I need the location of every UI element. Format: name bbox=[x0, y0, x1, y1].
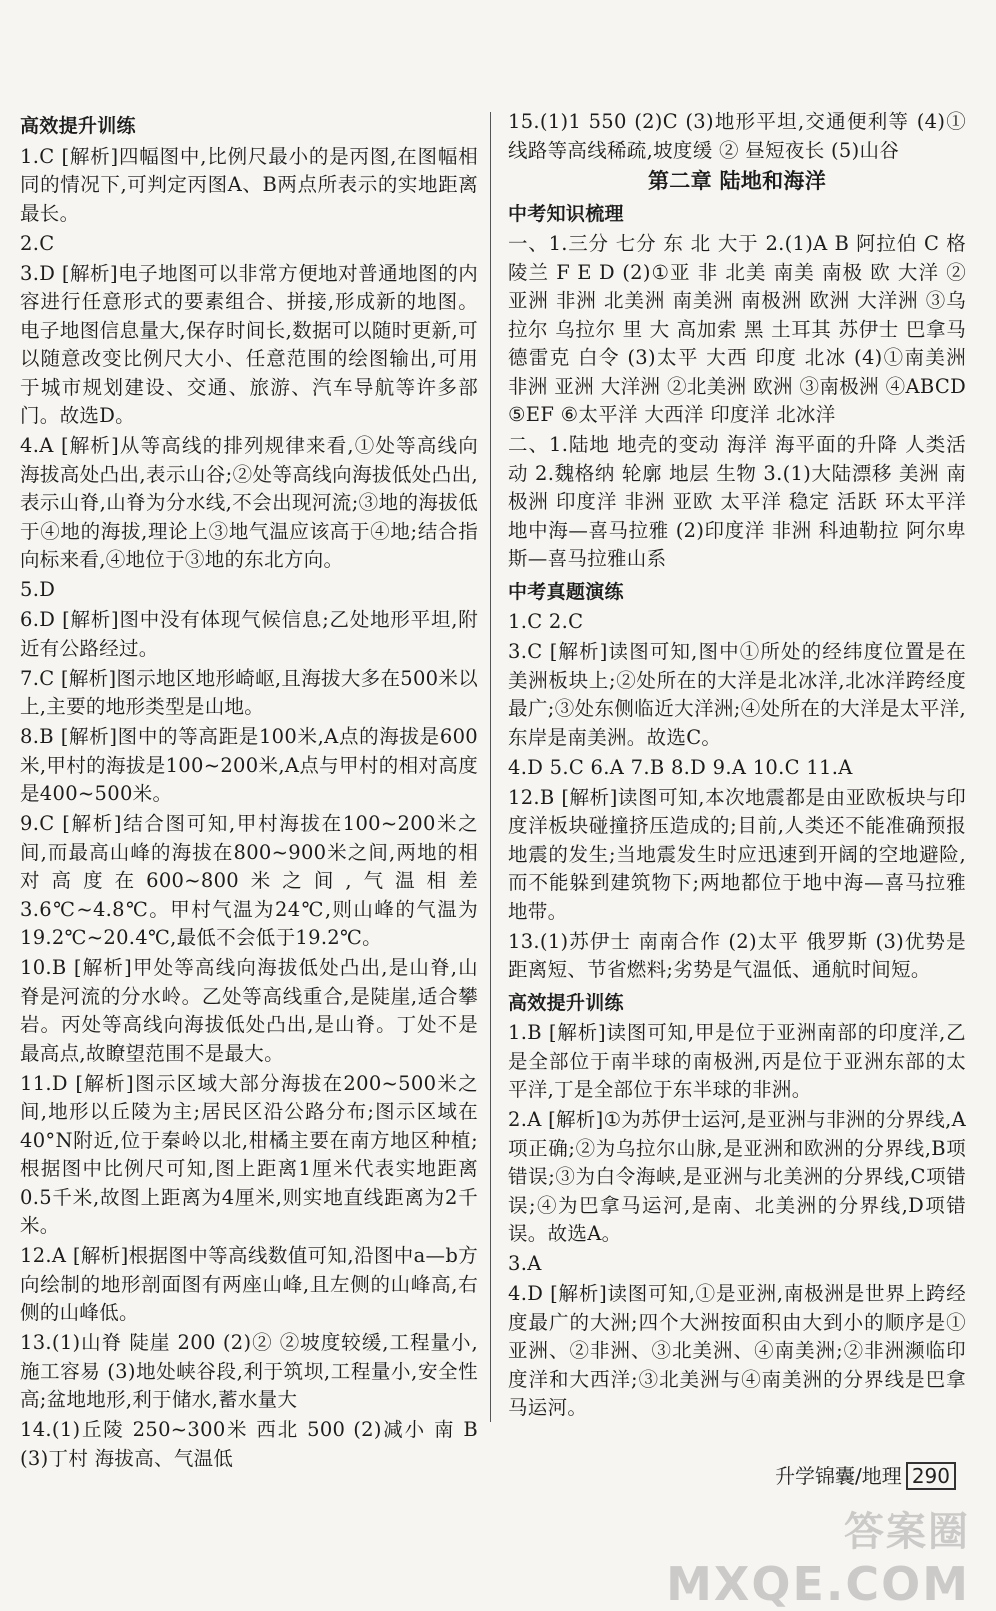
watermark-brand: 答案圈 bbox=[844, 1509, 970, 1555]
answer-item: 2.A [解析]①为苏伊士运河,是亚洲与非洲的分界线,A项正确;②为乌拉尔山脉,是亚洲和欧洲的分界线,B项错误;③为白令海峡,是亚洲与北美洲的分界线,C项错误;④为巴拿马运河,是南、北美洲的分界线,D项错误。故选A。 bbox=[508, 1108, 966, 1245]
left-column bbox=[20, 108, 478, 1475]
answer-item: 10.B [解析]甲处等高线向海拔低处凸出,是山脊,山脊是河流的分水岭。乙处等高线重合,是陡崖,适合攀岩。丙处等高线向海拔低处凸出,是山脊。丁处不是最高点,故瞭望范围不是最大。 bbox=[20, 956, 478, 1065]
answer-item: 8.B [解析]图中的等高距是100米,A点的海拔是600米,甲村的海拔是100~200米,A点与甲村的相对高度是400~500米。 bbox=[20, 725, 478, 805]
page-footer bbox=[775, 1460, 956, 1489]
column-divider bbox=[490, 112, 491, 1422]
answer-item: 15.(1)1 550 (2)C (3)地形平坦,交通便利等 (4)①线路等高线稀疏,坡度缓 ② 昼短夜长 (5)山谷 bbox=[508, 110, 966, 162]
answer-item: 12.A [解析]根据图中等高线数值可知,沿图中a—b方向绘制的地形剖面图有两座山峰,且左侧的山峰高,右侧的山峰低。 bbox=[20, 1244, 478, 1324]
answer-item: 4.D 5.C 6.A 7.B 8.D 9.A 10.C 11.A bbox=[508, 755, 853, 779]
section-heading-exam: 中考真题演练 bbox=[508, 580, 624, 603]
answer-item: 4.A [解析]从等高线的排列规律来看,①处等高线向海拔高处凸出,表示山谷;②处等高线向海拔低处凸出,表示山脊,山脊为分水线,不会出现河流;③地的海拔低于④地的海拔,理论上③地气温应该高于④地;结合指向标来看,④地位于③地的东北方向。 bbox=[20, 434, 478, 571]
answer-item: 二、1.陆地 地壳的变动 海洋 海平面的升降 人类活动 2.魏格纳 轮廓 地层 生物 3.(1)大陆漂移 美洲 南极洲 印度洋 非洲 亚欧 太平洋 稳定 活跃 环太平洋 地中海—喜马拉雅 (2)印度洋 非洲 科迪勒拉 阿尔卑斯—喜马拉雅山系 bbox=[508, 433, 966, 570]
watermark-url: MXQE.COM bbox=[666, 1557, 970, 1611]
answer-item: 2.C bbox=[20, 231, 55, 255]
chapter-title: 第二章 陆地和海洋 bbox=[647, 169, 826, 193]
page-number: 290 bbox=[906, 1462, 956, 1490]
answer-item: 一、1.三分 七分 东 北 大于 2.(1)A B 阿拉伯 C 格陵兰 F E D (2)①亚 非 北美 南美 南极 欧 大洋 ②亚洲 非洲 北美洲 南美洲 南极洲 欧洲 大洋洲 ③乌拉尔 乌拉尔 里 大 高加索 黑 土耳其 苏伊士 巴拿马 德雷克 白令 (3)太平 大西 印度 北冰 (4)①南美洲 非洲 亚洲 大洋洲 ②北美洲 欧洲 ③南极洲 ④ABCD ⑤EF ⑥太平洋 大西洋 印度洋 北冰洋 bbox=[508, 232, 966, 426]
answer-item: 4.D [解析]读图可知,①是亚洲,南极洲是世界上跨经度最广的大洲;四个大洲按面积由大到小的顺序是①亚洲、②非洲、③北美洲、④南美洲;②非洲濒临印度洋和大西洋;③北美洲与④南美洲的分界线是巴拿马运河。 bbox=[508, 1282, 966, 1419]
answer-item: 1.C [解析]四幅图中,比例尺最小的是丙图,在图幅相同的情况下,可判定丙图A、B两点所表示的实地距离最长。 bbox=[20, 144, 478, 225]
answer-item: 6.D [解析]图中没有体现气候信息;乙处地形平坦,附近有公路经过。 bbox=[20, 608, 478, 660]
section-heading-training: 高效提升训练 bbox=[508, 991, 624, 1014]
answer-item: 3.A bbox=[508, 1252, 542, 1275]
answer-item: 11.D [解析]图示区域大部分海拔在200~500米之间,地形以丘陵为主;居民区沿公路分布;图示区域在40°N附近,位于秦岭以北,柑橘主要在南方地区种植;根据图中比例尺可知,图上距离1厘米代表实地距离0.5千米,故图上距离为4厘米,则实地直线距离为2千米。 bbox=[20, 1071, 478, 1237]
answer-item: 1.B [解析]读图可知,甲是位于亚洲南部的印度洋,乙是全部位于南半球的南极洲,丙是位于亚洲东部的太平洋,丁是全部位于东半球的非洲。 bbox=[508, 1021, 966, 1101]
answer-item: 5.D bbox=[20, 578, 56, 601]
answer-item: 13.(1)苏伊士 南南合作 (2)太平 俄罗斯 (3)优势是距离短、节省燃料;劣势是气温低、通航时间短。 bbox=[508, 929, 966, 981]
answer-item: 9.C [解析]结合图可知,甲村海拔在100~200米之间,而最高山峰的海拔在800~900米之间,两地的相对高度在600~800米之间,气温相差3.6℃~4.8℃。甲村气温为24℃,则山峰的气温为19.2℃~20.4℃,最低不会低于19.2℃。 bbox=[20, 812, 478, 949]
answer-item: 14.(1)丘陵 250~300米 西北 500 (2)减小 南 B (3)丁村 海拔高、气温低 bbox=[20, 1418, 478, 1470]
section-heading-knowledge: 中考知识梳理 bbox=[508, 202, 624, 225]
answer-item: 3.C [解析]读图可知,图中①所处的经纬度位置是在美洲板块上;②处所在的大洋是北冰洋,北冰洋跨经度最广;③处东侧临近大洋洲;④处所在的大洋是太平洋,东岸是南美洲。故选C。 bbox=[508, 640, 966, 749]
section-heading-left: 高效提升训练 bbox=[20, 115, 136, 137]
answer-item: 1.C 2.C bbox=[508, 610, 584, 633]
watermark-logo bbox=[666, 1500, 970, 1611]
answer-item: 13.(1)山脊 陡崖 200 (2)② ②坡度较缓,工程量小,施工容易 (3)地处峡谷段,利于筑坝,工程量小,安全性高;盆地地形,利于储水,蓄水量大 bbox=[20, 1331, 478, 1411]
answer-item: 3.D [解析]电子地图可以非常方便地对普通地图的内容进行任意形式的要素组合、拼接,形成新的地图。电子地图信息量大,保存时间长,数据可以随时更新,可以随意改变比例尺大小、任意范围的绘图输出,可用于城市规划建设、交通、旅游、汽车导航等许多部门。故选D。 bbox=[20, 261, 478, 427]
right-column bbox=[508, 108, 966, 1424]
footer-label: 升学锦囊/地理 bbox=[775, 1464, 902, 1488]
answer-item: 7.C [解析]图示地区地形崎岖,且海拔大多在500米以上,主要的地形类型是山地。 bbox=[20, 666, 478, 718]
answer-item: 12.B [解析]读图可知,本次地震都是由亚欧板块与印度洋板块碰撞挤压造成的;目前,人类还不能准确预报地震的发生;当地震发生时应迅速到开阔的空地避险,而不能躲到建筑物下;两地都位于地中海—喜马拉雅地带。 bbox=[508, 785, 966, 923]
